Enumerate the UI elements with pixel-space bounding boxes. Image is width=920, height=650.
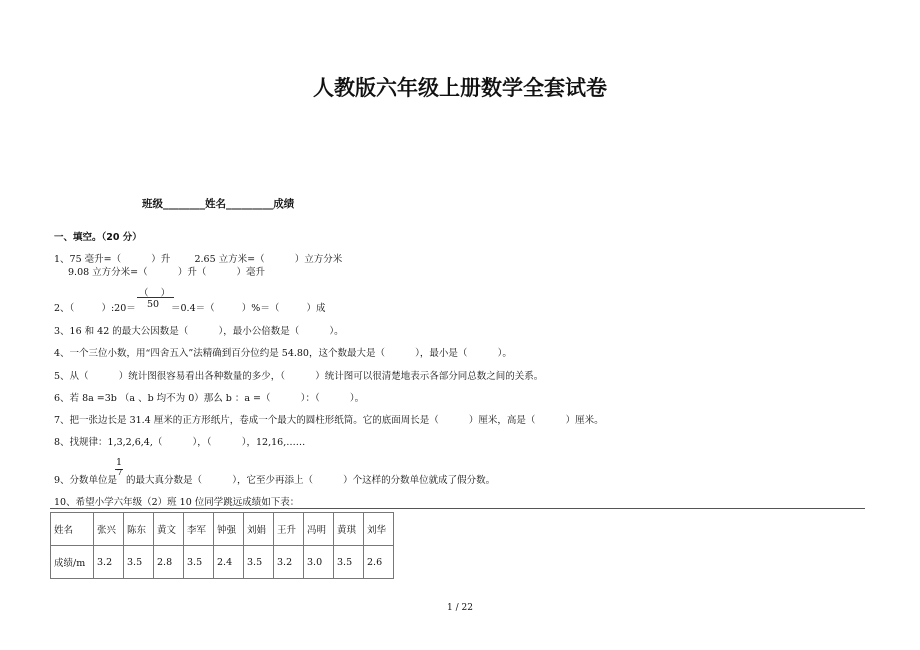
question-2-prefix: 2、（ ）:20＝ xyxy=(54,303,136,314)
table-cell: 钟强 xyxy=(214,513,244,546)
table-cell: 黄文 xyxy=(154,513,184,546)
horizontal-rule xyxy=(50,508,865,509)
question-9-denominator: 7 xyxy=(117,468,123,478)
question-1-line2: 9.08 立方分米=（ ）升（ ）毫升 xyxy=(68,267,266,278)
question-7: 7、把一张边长是 31.4 厘米的正方形纸片，卷成一个最大的圆柱形纸筒。它的底面周长是（ ）厘米，高是（ ）厘米。 xyxy=(54,415,604,426)
table-row xyxy=(51,546,394,579)
table-cell: 3.5 xyxy=(184,546,214,579)
fraction-bar xyxy=(137,297,174,298)
page-number: 1 / 22 xyxy=(447,603,473,613)
table-cell: 3.5 xyxy=(334,546,364,579)
question-2-numerator: （ ） xyxy=(139,288,171,299)
table-cell: 3.2 xyxy=(274,546,304,579)
question-2-denominator: 50 xyxy=(147,299,160,310)
question-10: 10、希望小学六年级（2）班 10 位同学跳远成绩如下表： xyxy=(54,497,300,508)
table-row xyxy=(51,513,394,546)
page-title: 人教版六年级上册数学全套试卷 xyxy=(313,76,607,100)
question-2-suffix: ＝0.4＝（ ）%＝（ ）成 xyxy=(171,303,326,314)
table-cell: 2.8 xyxy=(154,546,184,579)
question-3: 3、16 和 42 的最大公因数是（ ），最小公倍数是（ ）。 xyxy=(54,326,344,337)
question-1: 1、75 毫升=（ ）升 2.65 立方米=（ ）立方分米 xyxy=(54,254,343,265)
table-cell: 2.6 xyxy=(364,546,394,579)
table-cell: 刘华 xyxy=(364,513,394,546)
table-cell: 3.5 xyxy=(244,546,274,579)
table-cell: 成绩/m xyxy=(51,546,94,579)
table-cell: 姓名 xyxy=(51,513,94,546)
question-8: 8、找规律：1,3,2,6,4,（ ），（ ），12,16,…… xyxy=(54,437,306,448)
table-cell: 3.2 xyxy=(94,546,124,579)
table-cell: 2.4 xyxy=(214,546,244,579)
question-6: 6、若 8a =3b （a 、b 均不为 0）那么 b ：a =（ ）：（ ）。 xyxy=(54,393,365,404)
table-cell: 刘娟 xyxy=(244,513,274,546)
table-cell: 张兴 xyxy=(94,513,124,546)
table-cell: 3.0 xyxy=(304,546,334,579)
table-cell: 陈东 xyxy=(124,513,154,546)
question-9-prefix: 9、分数单位是 xyxy=(54,475,118,486)
long-jump-table xyxy=(50,512,394,579)
table-cell: 黄琪 xyxy=(334,513,364,546)
question-9-suffix: 的最大真分数是（ ），它至少再添上（ ）个这样的分数单位就成了假分数。 xyxy=(126,475,496,486)
table-cell: 李军 xyxy=(184,513,214,546)
student-info-line: 班级________姓名_________成绩 xyxy=(142,198,295,210)
section-heading: 一、填空。（20 分） xyxy=(54,232,142,243)
question-5: 5、从（ ）统计图很容易看出各种数量的多少，（ ）统计图可以很清楚地表示各部分同总数之间的关系。 xyxy=(54,371,544,382)
table-cell: 3.5 xyxy=(124,546,154,579)
question-9-numerator: 1 xyxy=(116,457,123,468)
table-cell: 冯明 xyxy=(304,513,334,546)
table-cell: 王升 xyxy=(274,513,304,546)
question-4: 4、一个三位小数，用“四舍五入”法精确到百分位约是 54.80，这个数最大是（ ），最小是（ ）。 xyxy=(54,348,512,359)
